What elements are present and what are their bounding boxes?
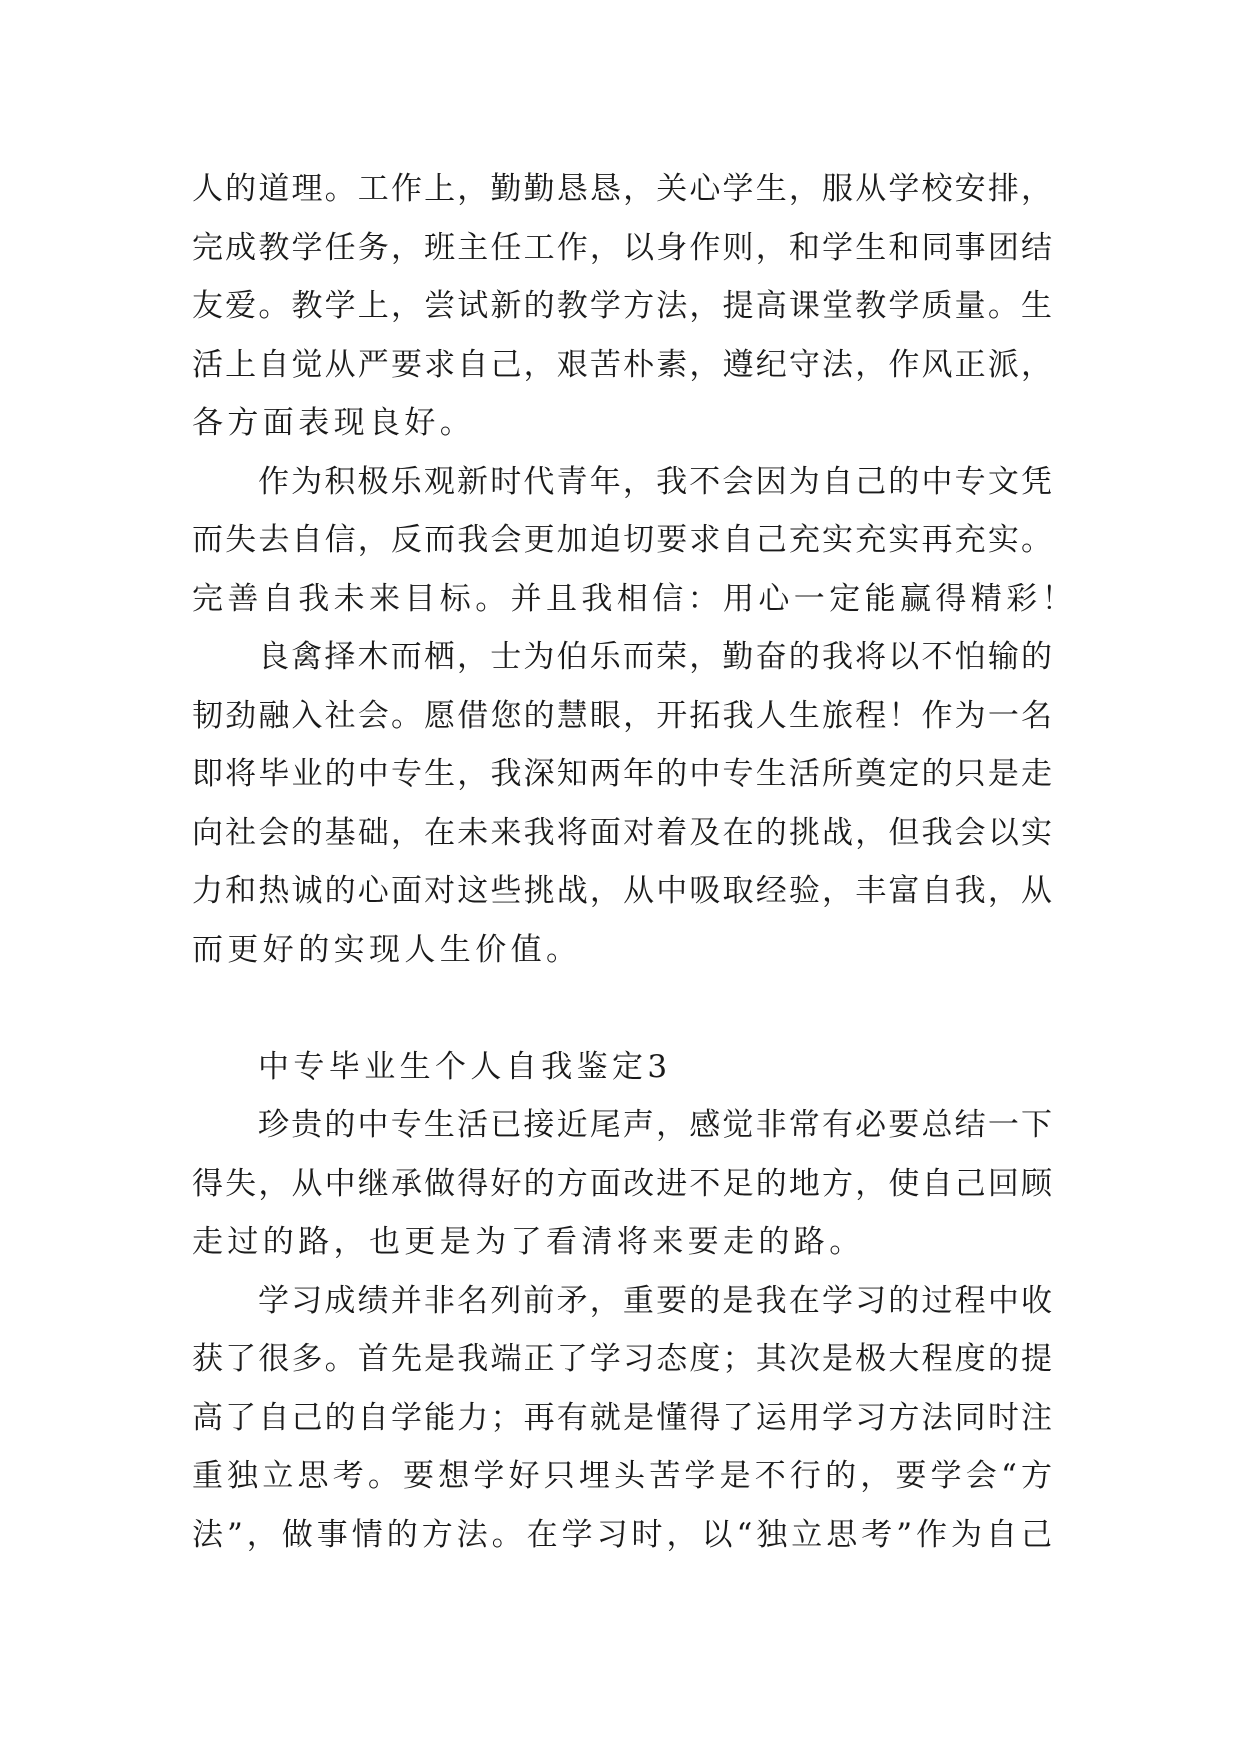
text-line: 完善自我未来目标。并且我相信：用心一定能赢得精彩！ <box>192 580 1077 617</box>
text-line: 活上自觉从严要求自己，艰苦朴素，遵纪守法，作风正派， <box>192 346 1052 383</box>
document-body <box>192 160 1077 1564</box>
text-line: 人的道理。工作上，勤勤恳恳，关心学生，服从学校安排， <box>192 171 1052 207</box>
paragraph-2 <box>192 453 1077 629</box>
text-line: 重独立思考。要想学好只埋头苦学是不行的，要学会“方 <box>192 1458 1052 1494</box>
text-line: 得失，从中继承做得好的方面改进不足的地方，使自己回顾 <box>192 1165 1052 1202</box>
paragraph-1 <box>192 160 1052 453</box>
text-line: 韧劲融入社会。愿借您的慧眼，开拓我人生旅程！作为一名 <box>192 697 1052 734</box>
text-line: 法”，做事情的方法。在学习时，以“独立思考”作为自己 <box>192 1516 1052 1553</box>
text-line: 珍贵的中专生活已接近尾声，感觉非常有必要总结一下 <box>258 1107 1052 1143</box>
section-title: 中专毕业生个人自我鉴定3 <box>258 1048 672 1085</box>
text-line: 即将毕业的中专生，我深知两年的中专生活所奠定的只是走 <box>192 756 1052 792</box>
text-line: 而更好的实现人生价值。 <box>192 931 582 968</box>
text-line: 走过的路，也更是为了看清将来要走的路。 <box>192 1224 865 1260</box>
paragraph-4 <box>192 1096 1052 1272</box>
text-line: 力和热诚的心面对这些挑战，从中吸取经验，丰富自我，从 <box>192 873 1052 909</box>
paragraph-3 <box>192 628 1052 979</box>
paragraph-5 <box>192 1272 1052 1565</box>
text-line: 友爱。教学上，尝试新的教学方法，提高课堂教学质量。生 <box>192 288 1052 324</box>
text-line: 而失去自信，反而我会更加迫切要求自己充实充实再充实。 <box>192 522 1052 558</box>
text-line: 向社会的基础，在未来我将面对着及在的挑战，但我会以实 <box>192 814 1052 851</box>
text-line: 获了很多。首先是我端正了学习态度；其次是极大程度的提 <box>192 1341 1052 1377</box>
text-line: 完成教学任务，班主任工作，以身作则，和学生和同事团结 <box>192 229 1052 266</box>
text-line: 高了自己的自学能力；再有就是懂得了运用学习方法同时注 <box>192 1399 1052 1436</box>
blank-line <box>192 979 1052 1038</box>
text-line: 学习成绩并非名列前矛，重要的是我在学习的过程中收 <box>258 1282 1052 1319</box>
text-line: 各方面表现良好。 <box>192 405 476 441</box>
text-line: 作为积极乐观新时代青年，我不会因为自己的中专文凭 <box>258 463 1052 500</box>
text-line: 良禽择木而栖，士为伯乐而荣，勤奋的我将以不怕输的 <box>258 639 1052 675</box>
